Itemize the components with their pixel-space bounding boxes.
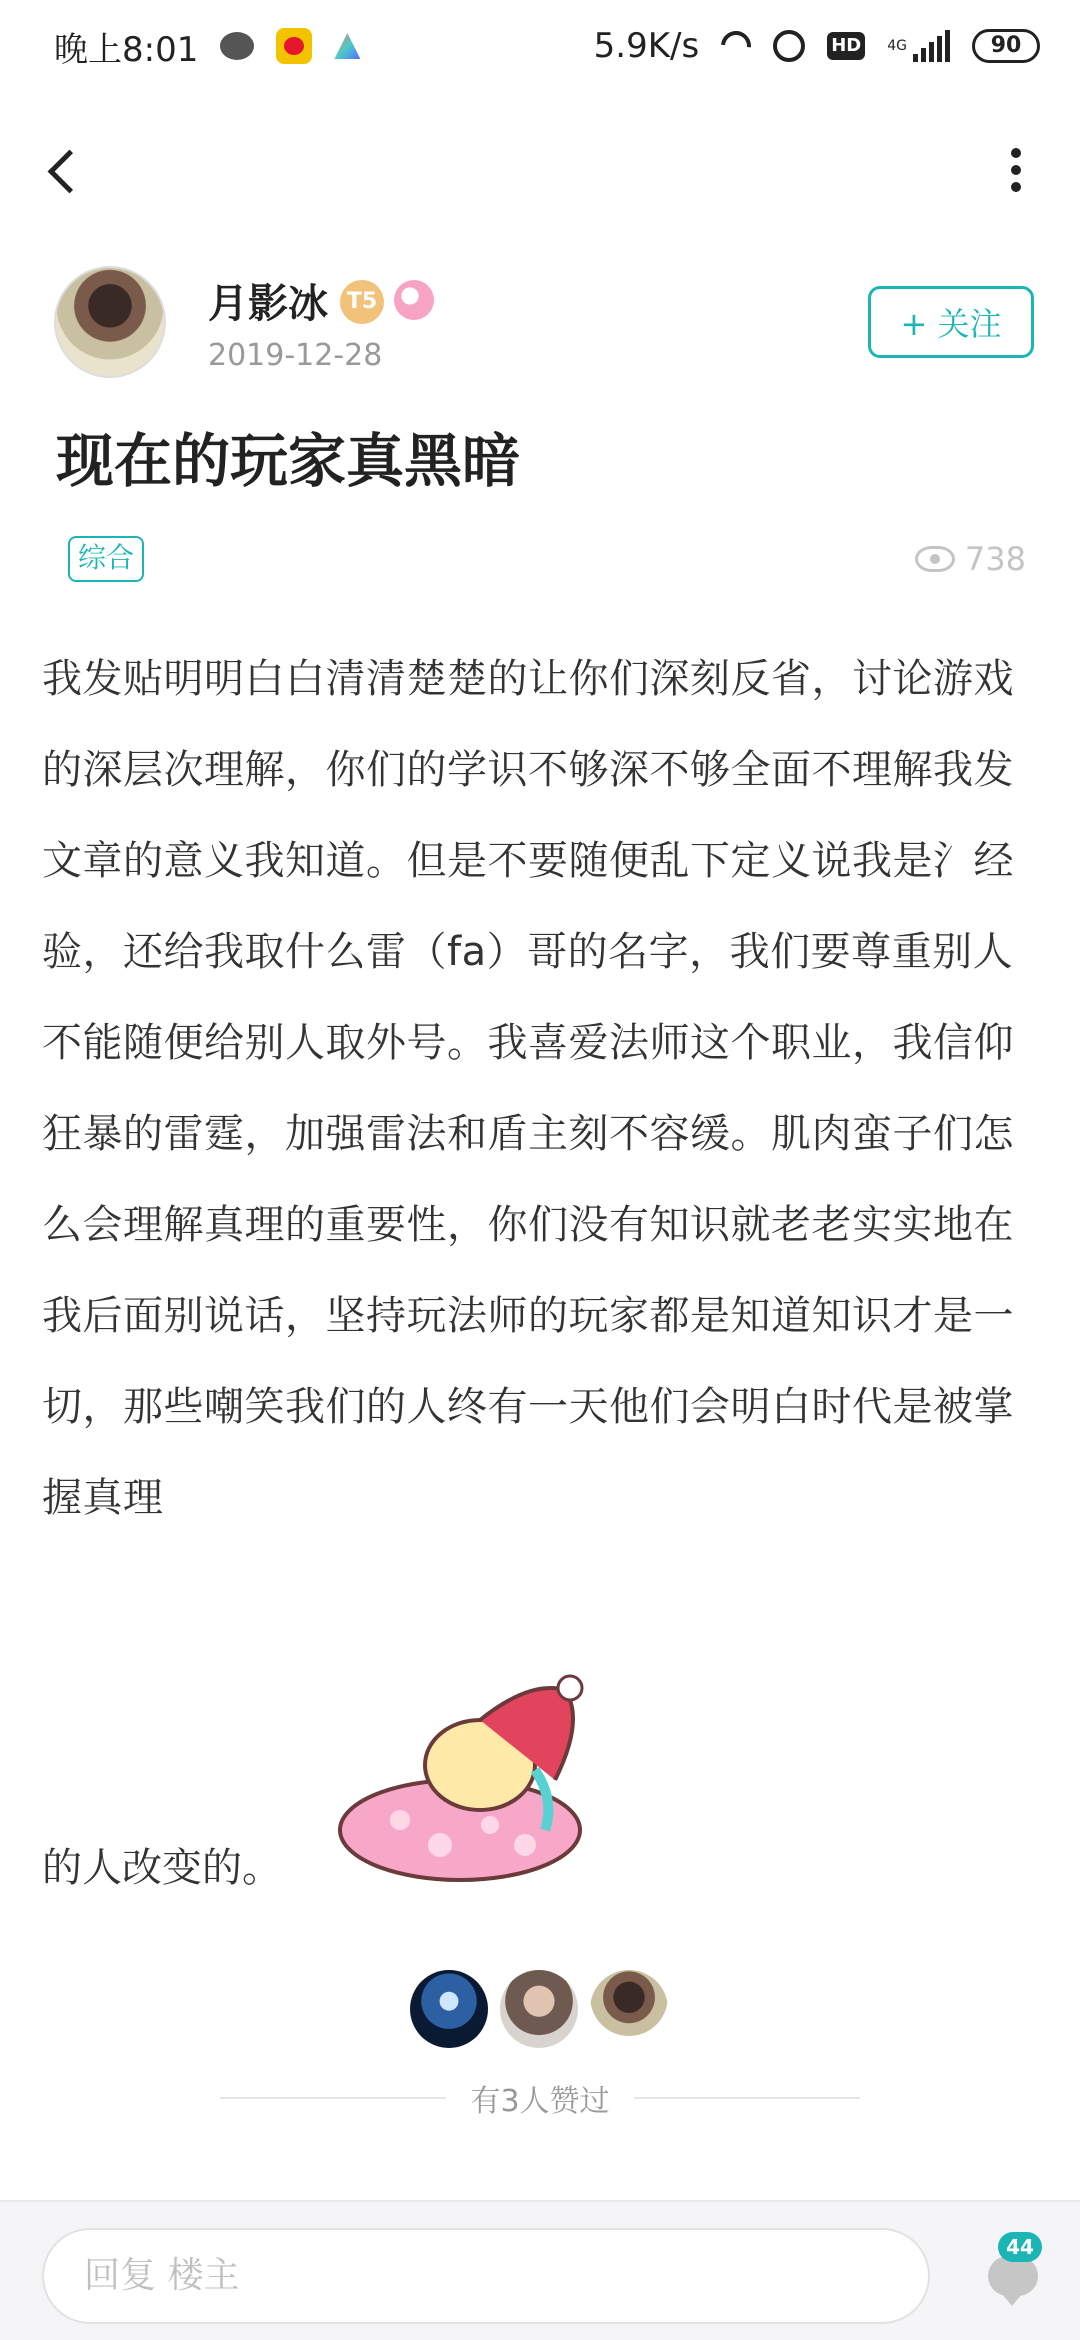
comment-button[interactable] (978, 2235, 1050, 2314)
liker-avatar[interactable] (410, 1970, 488, 2048)
comment-count-badge: 44 (998, 2232, 1042, 2262)
divider (220, 2097, 446, 2099)
medal-badge-icon (394, 280, 434, 320)
reply-input[interactable]: 回复 楼主 (42, 2228, 930, 2324)
liker-avatar[interactable] (590, 1970, 668, 2048)
author-name[interactable]: 月影冰 (208, 281, 328, 327)
hd-badge: HD (827, 32, 865, 60)
like-avatars[interactable] (410, 1970, 668, 2048)
more-vertical-icon[interactable] (988, 142, 1044, 198)
status-time: 晚上8:01 (54, 29, 199, 70)
network-speed: 5.9K/s (593, 26, 700, 66)
reply-bar (0, 2200, 1080, 2340)
divider (634, 2097, 860, 2099)
weibo-icon (276, 28, 312, 64)
likes-count-text[interactable]: 有3人赞过 (470, 2084, 610, 2119)
signal-icon (913, 30, 950, 62)
category-tag[interactable]: 综合 (68, 536, 144, 582)
status-bar (0, 0, 1080, 92)
post-body: 我发贴明明白白清清楚楚的让你们深刻反省，讨论游戏的深层次理解，你们的学识不够深不够全面不理解我发文章的意义我知道。但是不要随便乱下定义说我是氵经验，还给我取什么雷（fa）哥的名字，我们要尊重别人不能随便给别人取外号。我喜爱法师这个职业，我信仰狂暴的雷霆，加强雷法和盾主刻不容缓。肌肉蛮子们怎么会理解真理的重要性，你们没有知识就老老实实地在我后面别说话，坚持玩法师的玩家都是知道知识才是一切，那些嘲笑我们的人终有一天他们会明白时代是被掌握真理 (42, 656, 1014, 1521)
sleeping-sticker-image (330, 1660, 610, 1890)
network-type-label: 4G (887, 38, 907, 54)
post-body-tail: 的人改变的。 (42, 1845, 282, 1891)
comment-icon (988, 2256, 1038, 2296)
wechat-icon (220, 32, 254, 60)
likes-summary (220, 2068, 860, 2128)
battery-icon: 90 (972, 29, 1040, 63)
author-row (54, 266, 1034, 378)
network-type (887, 39, 907, 53)
post-title: 现在的玩家真黑暗 (56, 427, 521, 495)
view-count (915, 540, 1026, 578)
author-avatar[interactable] (54, 266, 166, 378)
eye-icon (915, 546, 955, 572)
app-notification-icon (334, 33, 360, 59)
status-right (594, 26, 1040, 66)
status-left (54, 22, 360, 71)
moon-icon (715, 25, 757, 67)
liker-avatar[interactable] (500, 1970, 578, 2048)
level-badge: T5 (340, 280, 384, 324)
alarm-icon (773, 30, 805, 62)
follow-button[interactable]: + 关注 (868, 286, 1034, 358)
post-date: 2019-12-28 (208, 338, 383, 373)
back-arrow-icon[interactable] (36, 142, 92, 198)
view-count-value: 738 (964, 540, 1026, 578)
top-nav (0, 120, 1080, 220)
